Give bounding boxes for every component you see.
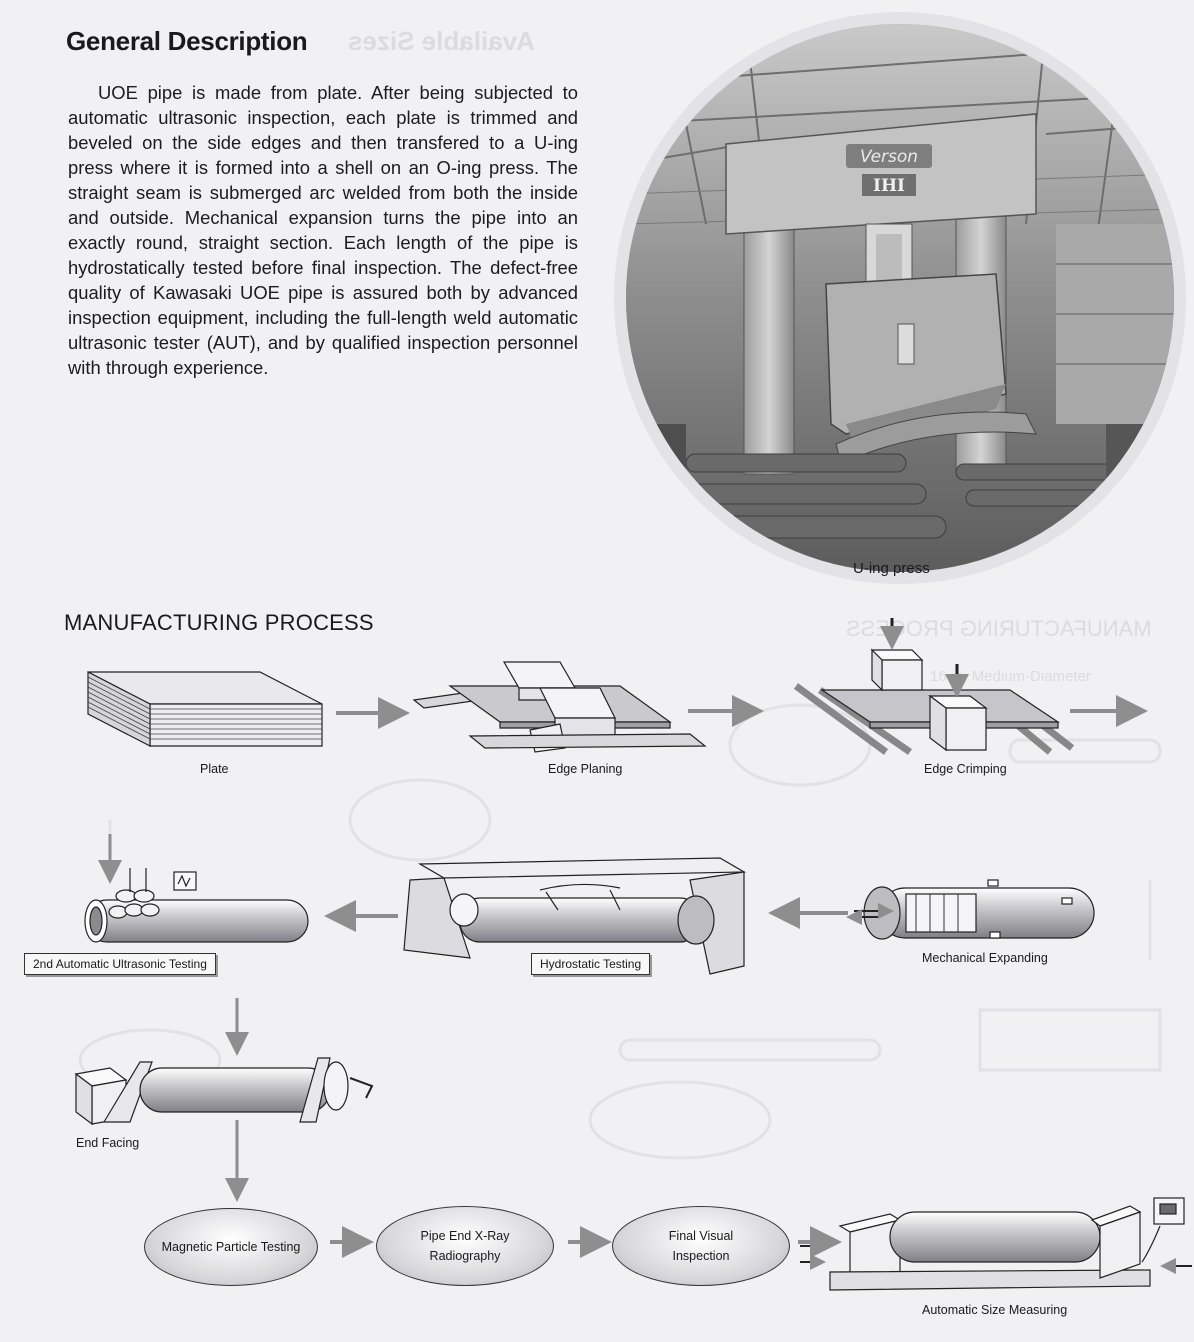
ultrasonic-testing-illustration — [85, 868, 308, 942]
edge-crimping-illustration — [796, 650, 1072, 752]
section-heading: General Description — [66, 26, 308, 56]
label-size-measuring: Automatic Size Measuring — [922, 1303, 1068, 1317]
label-edge-crimping: Edge Crimping — [924, 762, 1007, 776]
label-hydrostatic-testing: Hydrostatic Testing — [531, 953, 650, 975]
label-edge-planing: Edge Planing — [548, 762, 623, 776]
edge-planing-illustration — [414, 662, 705, 752]
label-ultrasonic-testing: 2nd Automatic Ultrasonic Testing — [24, 953, 216, 975]
plate-illustration — [88, 672, 322, 746]
sign-ihi: IHI — [873, 176, 905, 196]
label-xray-radiography: Pipe End X-Ray Radiography — [420, 1229, 510, 1263]
ghost-process-title: MANUFACTURING PROCESS — [846, 616, 1152, 641]
label-end-facing: End Facing — [76, 1136, 140, 1150]
label-magnetic-particle: Magnetic Particle Testing — [161, 1240, 301, 1254]
sign-verson: Verson — [859, 147, 919, 167]
step-magnetic-particle — [144, 1208, 318, 1286]
step-final-visual — [612, 1206, 790, 1286]
label-plate: Plate — [200, 762, 229, 776]
step-xray-radiography — [376, 1206, 554, 1286]
size-measuring-illustration — [830, 1198, 1184, 1290]
photo-caption: U-ing press — [853, 560, 930, 577]
ghost-heading: Available Sizes — [348, 26, 535, 56]
label-final-visual: Final Visual Inspection — [668, 1229, 734, 1263]
ghost-subtitle: 16-in. Medium-Diameter — [930, 668, 1091, 685]
process-title: MANUFACTURING PROCESS — [64, 610, 374, 635]
end-facing-illustration — [76, 1058, 372, 1124]
mechanical-expanding-illustration — [864, 880, 1094, 939]
description-paragraph: UOE pipe is made from plate. After being subjected to automatic ultrasonic inspection, each plate is trimmed and beveled on the side edges and then transfered to a U-ing press where it is formed into a shell on an O-ing press. The straight seam is submerged arc welded from both the inside and outside. Mechanical expansion turns the pipe into an exactly round, straight section. Each length of the pipe is hydrostatically tested before final inspection. The defect-free quality of Kawasaki UOE pipe is assured both by advanced inspection equipment, including the full-length weld automatic ultrasonic tester (AUT), and by qualified inspection personnel with through experience. — [68, 82, 578, 378]
label-mechanical-expanding: Mechanical Expanding — [922, 951, 1048, 965]
